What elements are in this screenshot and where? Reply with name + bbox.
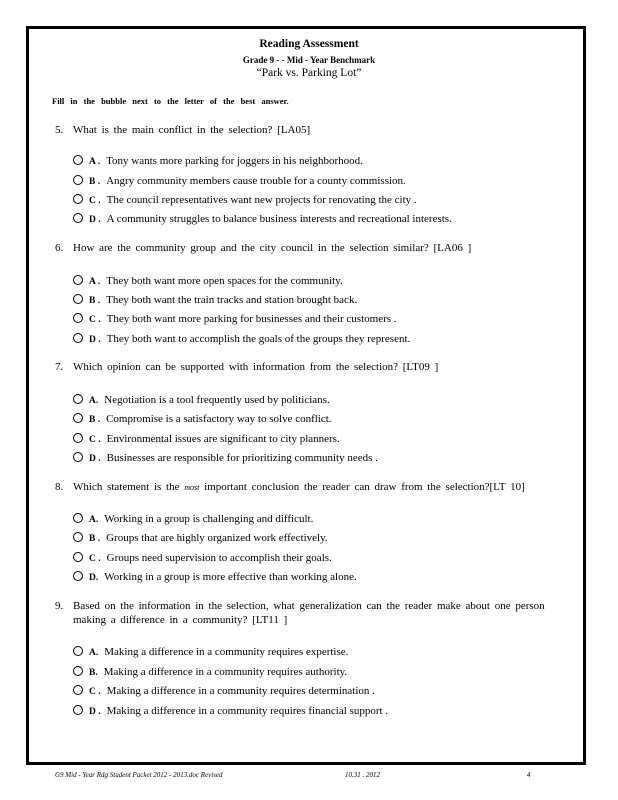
question-9 bbox=[55, 599, 555, 627]
question-stem: Based on the information in the selection, what generalization can the reader make about one person making a difference in a community? [LT11 ] bbox=[73, 600, 545, 626]
question-number: 9. bbox=[55, 600, 64, 612]
option-letter: B . bbox=[89, 534, 101, 544]
option-6c[interactable] bbox=[73, 313, 397, 325]
option-6a[interactable] bbox=[73, 275, 343, 287]
option-letter: B . bbox=[89, 177, 101, 187]
bubble-icon[interactable] bbox=[73, 394, 83, 404]
option-text: Making a difference in a community requires expertise. bbox=[104, 646, 349, 658]
bubble-icon[interactable] bbox=[73, 213, 83, 223]
question-number: 8. bbox=[55, 481, 64, 493]
bubble-icon[interactable] bbox=[73, 333, 83, 343]
option-text: They both want more parking for businesses and their customers . bbox=[106, 313, 397, 325]
question-number: 5. bbox=[55, 124, 64, 136]
option-5a[interactable] bbox=[73, 155, 363, 167]
option-letter: C . bbox=[89, 315, 101, 325]
option-6b[interactable] bbox=[73, 294, 357, 306]
bubble-icon[interactable] bbox=[73, 666, 83, 676]
option-letter: C . bbox=[89, 687, 101, 697]
option-letter: D . bbox=[89, 454, 101, 464]
option-text: Working in a group is challenging and difficult. bbox=[104, 513, 314, 525]
option-text: Businesses are responsible for prioritizing community needs . bbox=[106, 452, 378, 464]
bubble-icon[interactable] bbox=[73, 513, 83, 523]
option-letter: C . bbox=[89, 554, 101, 564]
option-text: They both want more open spaces for the community. bbox=[106, 275, 343, 287]
selection-title: “Park vs. Parking Lot” bbox=[256, 67, 362, 79]
option-letter: C . bbox=[89, 435, 101, 445]
bubble-icon[interactable] bbox=[73, 532, 83, 542]
option-5b[interactable] bbox=[73, 175, 406, 187]
question-stem bbox=[73, 480, 555, 495]
bubble-icon[interactable] bbox=[73, 552, 83, 562]
option-text: Groups that are highly organized work effectively. bbox=[106, 532, 328, 544]
option-letter: D . bbox=[89, 335, 101, 345]
option-letter: B. bbox=[89, 668, 98, 678]
grade-line: Grade 9 - - Mid - Year Benchmark bbox=[242, 55, 376, 65]
stem-text: Which statement is the bbox=[73, 481, 185, 493]
bubble-icon[interactable] bbox=[73, 413, 83, 423]
option-text: Making a difference in a community requires financial support . bbox=[106, 705, 389, 717]
option-letter: B . bbox=[89, 296, 101, 306]
option-5c[interactable] bbox=[73, 194, 417, 206]
stem-emphasis: most bbox=[184, 483, 200, 492]
bubble-icon[interactable] bbox=[73, 275, 83, 285]
bubble-icon[interactable] bbox=[73, 155, 83, 165]
option-7a[interactable] bbox=[73, 394, 330, 406]
option-text: Compromise is a satisfactory way to solve conflict. bbox=[106, 413, 332, 425]
option-letter: A. bbox=[89, 515, 99, 525]
option-6d[interactable] bbox=[73, 333, 410, 345]
bubble-icon[interactable] bbox=[73, 175, 83, 185]
question-number: 7. bbox=[55, 361, 64, 373]
question-number: 6. bbox=[55, 242, 64, 254]
bubble-icon[interactable] bbox=[73, 194, 83, 204]
option-text: Environmental issues are significant to city planners. bbox=[106, 433, 340, 445]
question-stem: What is the main conflict in the selection? [LA05] bbox=[73, 124, 311, 136]
footer-date: 10.31 . 2012 bbox=[345, 771, 380, 779]
option-text: Negotiation is a tool frequently used by politicians. bbox=[104, 394, 330, 406]
option-text: Tony wants more parking for joggers in his neighborhood. bbox=[106, 155, 363, 167]
option-7c[interactable] bbox=[73, 433, 340, 445]
option-text: A community struggles to balance business interests and recreational interests. bbox=[106, 213, 452, 225]
option-9c[interactable] bbox=[73, 685, 375, 697]
bubble-icon[interactable] bbox=[73, 571, 83, 581]
question-7 bbox=[55, 360, 555, 374]
option-text: Groups need supervision to accomplish their goals. bbox=[106, 552, 332, 564]
bubble-icon[interactable] bbox=[73, 433, 83, 443]
question-8 bbox=[55, 480, 555, 495]
instructions: Fill in the bubble next to the letter of the best answer. bbox=[52, 96, 289, 106]
footer-page-number: 4 bbox=[527, 771, 531, 779]
option-9a[interactable] bbox=[73, 646, 348, 658]
option-9b[interactable] bbox=[73, 666, 347, 678]
option-letter: C . bbox=[89, 196, 101, 206]
question-5 bbox=[55, 123, 555, 137]
option-letter: D. bbox=[89, 573, 99, 583]
bubble-icon[interactable] bbox=[73, 452, 83, 462]
option-8c[interactable] bbox=[73, 552, 332, 564]
option-text: Making a difference in a community requires authority. bbox=[103, 666, 348, 678]
option-letter: A. bbox=[89, 648, 99, 658]
option-text: Working in a group is more effective than working alone. bbox=[104, 571, 357, 583]
option-text: They both want the train tracks and station brought back. bbox=[106, 294, 358, 306]
question-stem: How are the community group and the city council in the selection similar? [LA06 ] bbox=[73, 242, 472, 254]
option-5d[interactable] bbox=[73, 213, 452, 225]
option-8a[interactable] bbox=[73, 513, 313, 525]
bubble-icon[interactable] bbox=[73, 646, 83, 656]
bubble-icon[interactable] bbox=[73, 685, 83, 695]
option-7d[interactable] bbox=[73, 452, 378, 464]
option-7b[interactable] bbox=[73, 413, 332, 425]
bubble-icon[interactable] bbox=[73, 705, 83, 715]
option-8d[interactable] bbox=[73, 571, 357, 583]
footer-doc-info: G9 Mid - Year Rdg Student Packet 2012 - 2013.doc Revised bbox=[55, 771, 223, 779]
option-text: Making a difference in a community requires determination . bbox=[106, 685, 375, 697]
bubble-icon[interactable] bbox=[73, 294, 83, 304]
stem-text: important conclusion the reader can draw from the selection?[LT 10] bbox=[199, 481, 525, 493]
bubble-icon[interactable] bbox=[73, 313, 83, 323]
option-9d[interactable] bbox=[73, 705, 388, 717]
page-title: Reading Assessment bbox=[259, 38, 359, 50]
question-stem: Which opinion can be supported with information from the selection? [LT09 ] bbox=[73, 361, 439, 373]
option-letter: A . bbox=[89, 277, 101, 287]
option-letter: D . bbox=[89, 707, 101, 717]
option-letter: B . bbox=[89, 415, 101, 425]
option-8b[interactable] bbox=[73, 532, 328, 544]
question-6 bbox=[55, 241, 555, 255]
option-letter: A. bbox=[89, 396, 99, 406]
option-letter: A . bbox=[89, 157, 101, 167]
option-text: Angry community members cause trouble for a county commission. bbox=[106, 175, 406, 187]
option-letter: D . bbox=[89, 215, 101, 225]
option-text: They both want to accomplish the goals of the groups they represent. bbox=[106, 333, 411, 345]
option-text: The council representatives want new projects for renovating the city . bbox=[106, 194, 417, 206]
